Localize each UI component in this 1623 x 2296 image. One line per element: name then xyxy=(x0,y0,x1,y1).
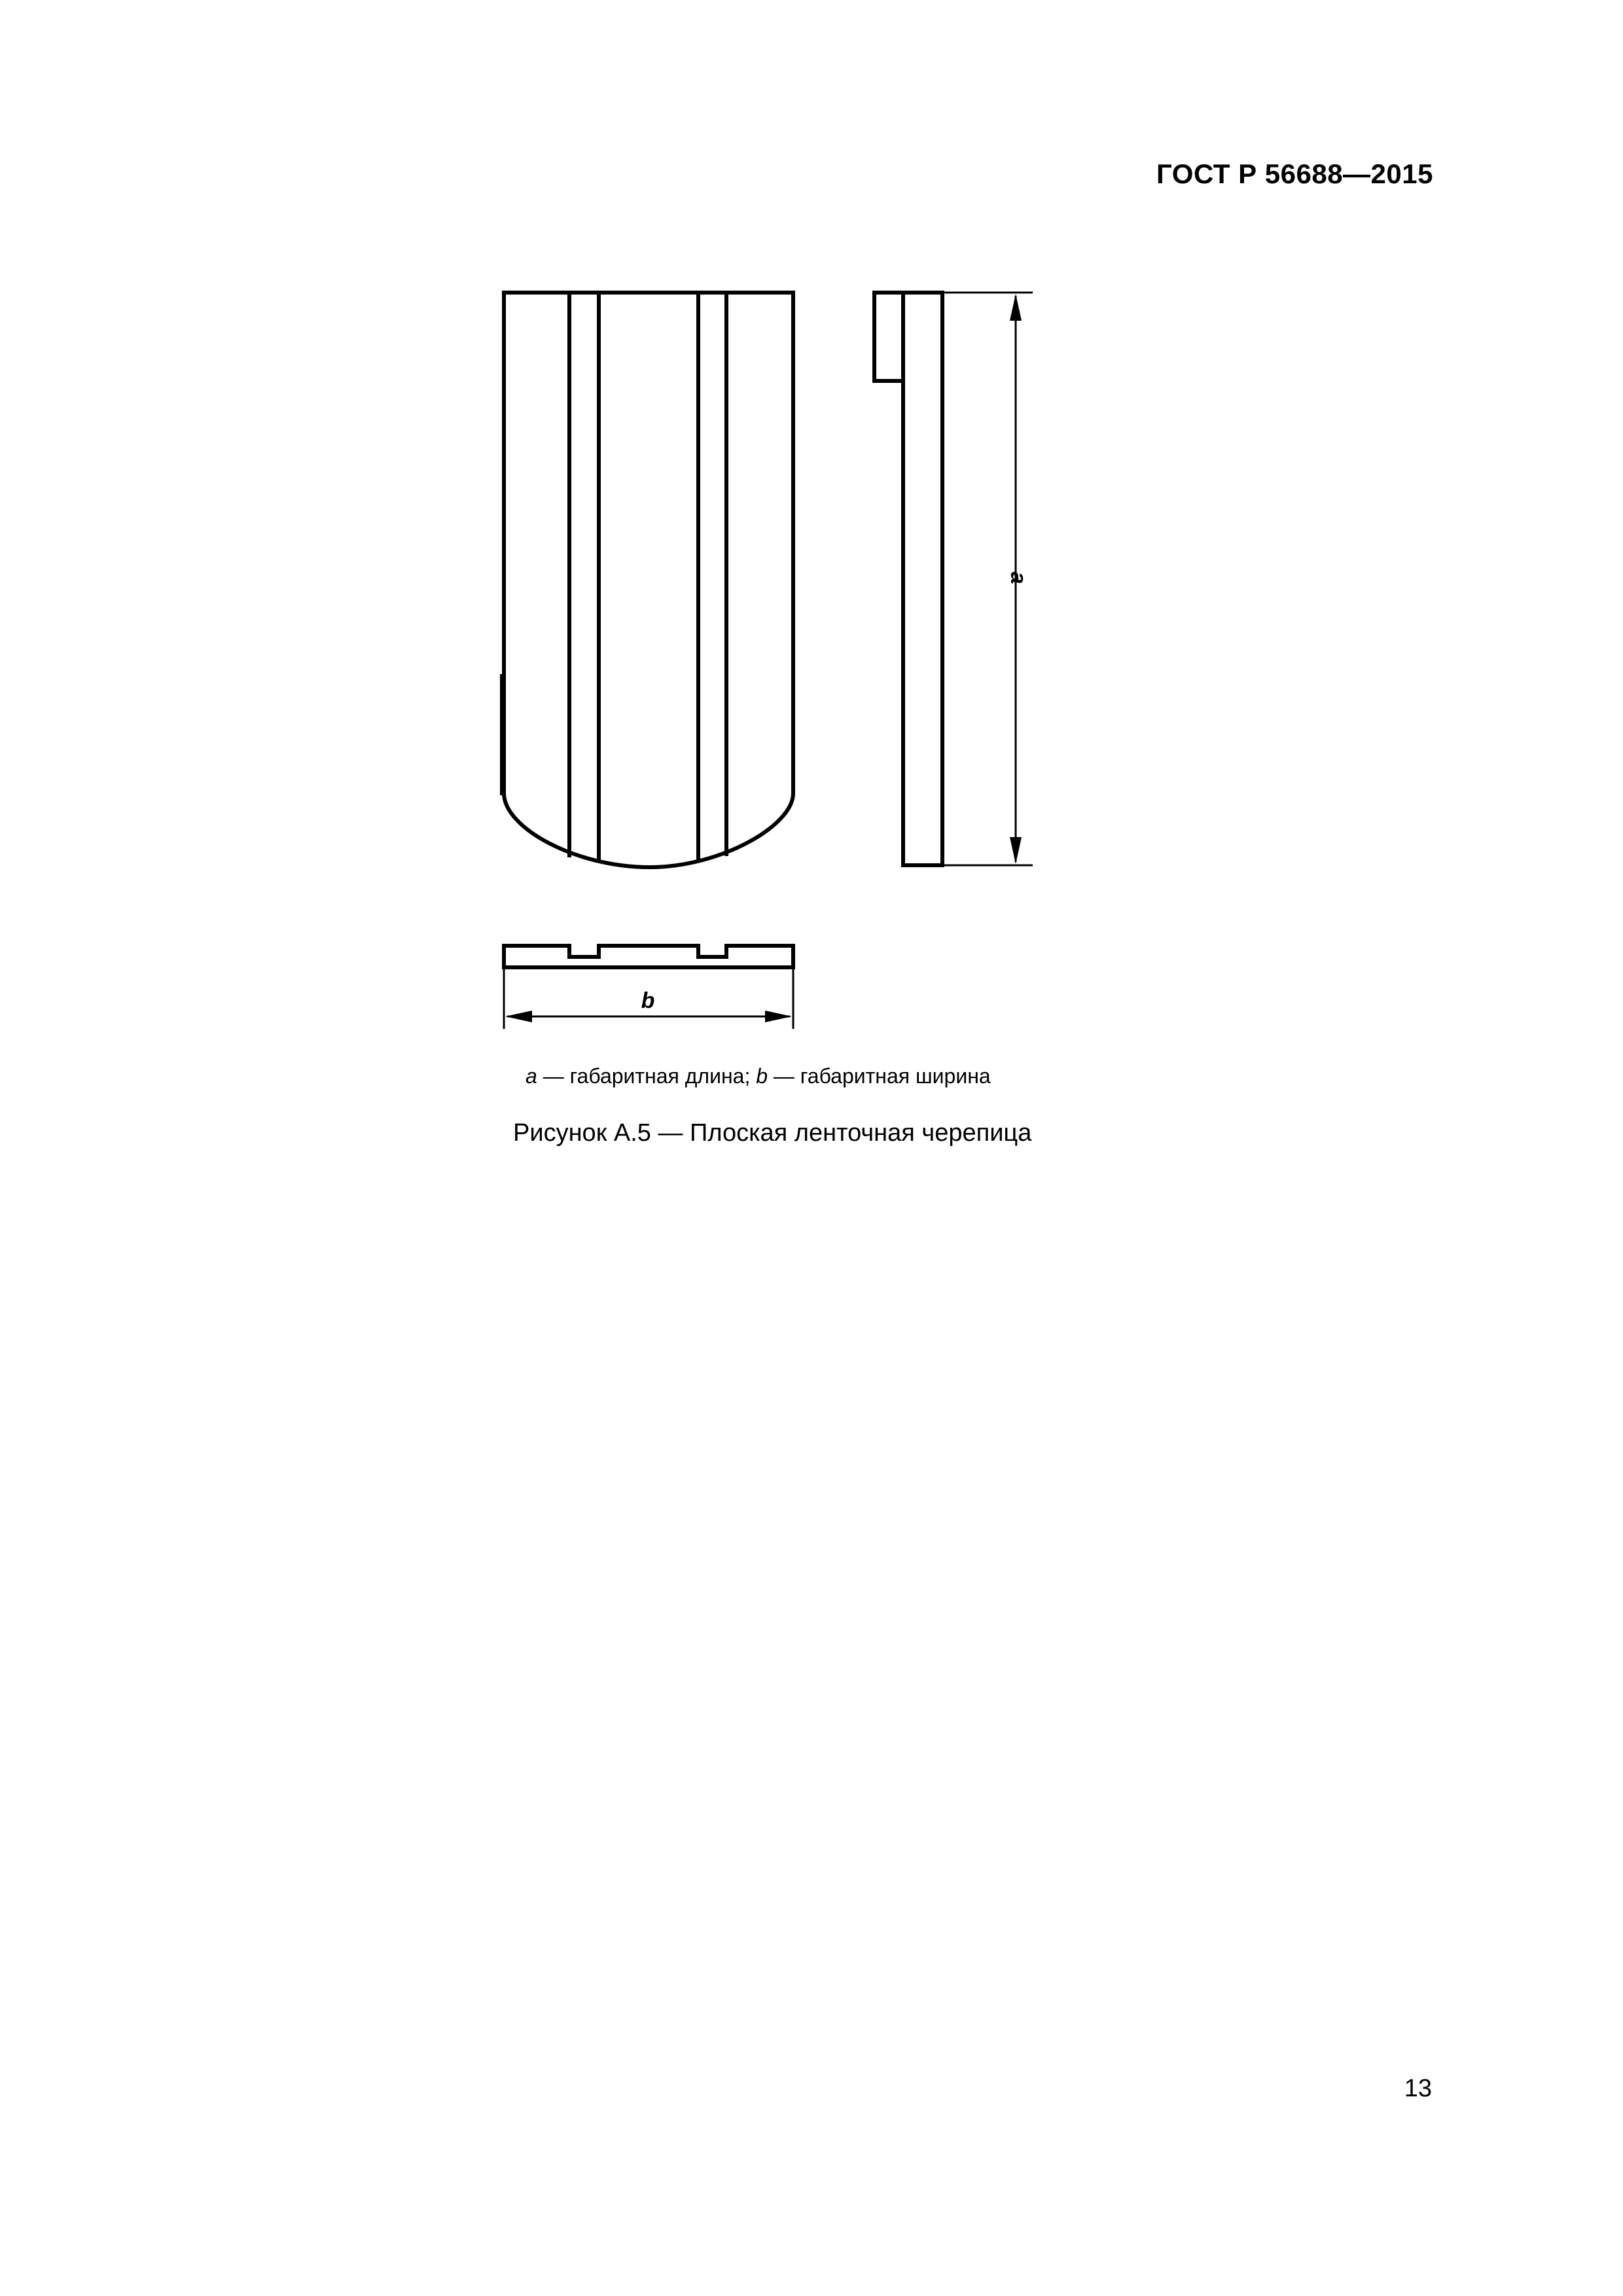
dimension-label-a: a xyxy=(1006,571,1031,584)
page-number: 13 xyxy=(1404,2075,1432,2102)
side-view xyxy=(874,293,1033,865)
front-view-outline xyxy=(504,293,793,867)
dimension-arrow xyxy=(505,1011,532,1022)
section-view xyxy=(504,946,793,1029)
section-view-outline xyxy=(504,946,793,967)
dimension-label-b: b xyxy=(641,988,655,1013)
legend-symbol-a: a xyxy=(526,1064,537,1088)
dimension-arrow xyxy=(1010,294,1022,321)
document-code: ГОСТ Р 56688—2015 xyxy=(1156,158,1433,189)
figure-legend xyxy=(526,1064,991,1088)
figure-caption: Рисунок А.5 — Плоская ленточная черепица xyxy=(513,1119,1032,1147)
legend-symbol-b: b xyxy=(756,1064,768,1088)
legend-text-b: — габаритная ширина xyxy=(768,1064,991,1088)
front-view xyxy=(502,293,793,867)
dimension-arrow xyxy=(765,1011,792,1022)
side-view-body xyxy=(903,293,942,865)
side-view-nib xyxy=(874,293,903,381)
legend-text-a: — габаритная длина; xyxy=(537,1064,757,1088)
tile-drawing xyxy=(0,0,1623,1060)
dimension-arrow xyxy=(1010,837,1022,864)
